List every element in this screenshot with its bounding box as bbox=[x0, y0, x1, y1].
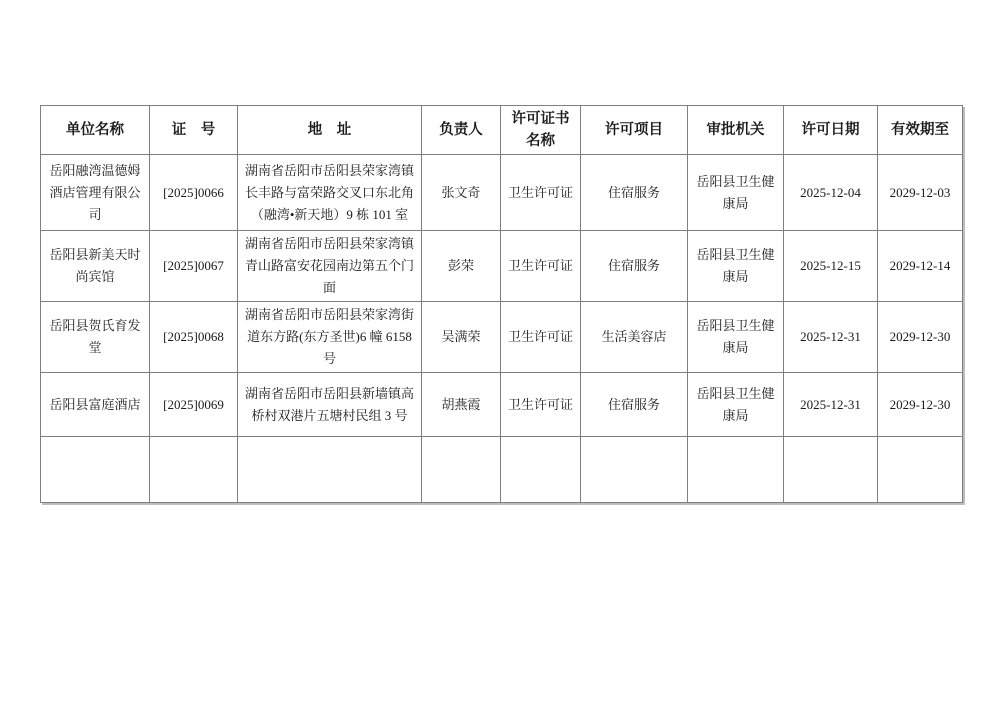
cell-license-name bbox=[501, 437, 581, 503]
cell-cert-number: [2025]0066 bbox=[150, 155, 238, 231]
cell-project: 生活美容店 bbox=[581, 302, 688, 373]
cell-license-name: 卫生许可证 bbox=[501, 155, 581, 231]
col-header-unit-name: 单位名称 bbox=[41, 106, 150, 155]
cell-license-date: 2025-12-04 bbox=[784, 155, 878, 231]
table-header-row bbox=[41, 106, 963, 155]
col-header-agency: 审批机关 bbox=[688, 106, 784, 155]
table-row bbox=[41, 231, 963, 302]
cell-unit-name: 岳阳县贺氏育发堂 bbox=[41, 302, 150, 373]
col-header-project: 许可项目 bbox=[581, 106, 688, 155]
cell-address bbox=[238, 437, 422, 503]
cell-license-name: 卫生许可证 bbox=[501, 231, 581, 302]
col-header-cert-number: 证 号 bbox=[150, 106, 238, 155]
cell-license-date: 2025-12-31 bbox=[784, 302, 878, 373]
cell-person: 张文奇 bbox=[422, 155, 501, 231]
cell-address: 湖南省岳阳市岳阳县新墙镇高桥村双港片五塘村民组 3 号 bbox=[238, 373, 422, 437]
cell-cert-number: [2025]0067 bbox=[150, 231, 238, 302]
cell-license-date bbox=[784, 437, 878, 503]
cell-valid-until: 2029-12-03 bbox=[878, 155, 963, 231]
cell-address: 湖南省岳阳市岳阳县荣家湾镇长丰路与富荣路交叉口东北角（融湾•新天地）9 栋 101 室 bbox=[238, 155, 422, 231]
col-header-valid-until: 有效期至 bbox=[878, 106, 963, 155]
col-header-license-date: 许可日期 bbox=[784, 106, 878, 155]
cell-project: 住宿服务 bbox=[581, 231, 688, 302]
col-header-person: 负责人 bbox=[422, 106, 501, 155]
cell-address: 湖南省岳阳市岳阳县荣家湾街道东方路(东方圣世)6 幢 6158 号 bbox=[238, 302, 422, 373]
cell-cert-number: [2025]0069 bbox=[150, 373, 238, 437]
cell-agency: 岳阳县卫生健康局 bbox=[688, 155, 784, 231]
cell-person: 彭荣 bbox=[422, 231, 501, 302]
cell-valid-until bbox=[878, 437, 963, 503]
cell-agency: 岳阳县卫生健康局 bbox=[688, 302, 784, 373]
cell-person: 胡燕霞 bbox=[422, 373, 501, 437]
cell-license-name: 卫生许可证 bbox=[501, 373, 581, 437]
cell-person bbox=[422, 437, 501, 503]
cell-agency: 岳阳县卫生健康局 bbox=[688, 231, 784, 302]
cell-project: 住宿服务 bbox=[581, 155, 688, 231]
cell-unit-name: 岳阳融湾温德姆酒店管理有限公司 bbox=[41, 155, 150, 231]
cell-valid-until: 2029-12-30 bbox=[878, 302, 963, 373]
cell-agency bbox=[688, 437, 784, 503]
cell-unit-name: 岳阳县富庭酒店 bbox=[41, 373, 150, 437]
cell-agency: 岳阳县卫生健康局 bbox=[688, 373, 784, 437]
cell-unit-name: 岳阳县新美天时尚宾馆 bbox=[41, 231, 150, 302]
cell-license-date: 2025-12-15 bbox=[784, 231, 878, 302]
cell-address: 湖南省岳阳市岳阳县荣家湾镇青山路富安花园南边第五个门面 bbox=[238, 231, 422, 302]
col-header-address: 地 址 bbox=[238, 106, 422, 155]
cell-license-date: 2025-12-31 bbox=[784, 373, 878, 437]
cell-unit-name bbox=[41, 437, 150, 503]
table-row-empty bbox=[41, 437, 963, 503]
cell-project bbox=[581, 437, 688, 503]
license-table bbox=[40, 105, 963, 503]
cell-person: 吴满荣 bbox=[422, 302, 501, 373]
table-row bbox=[41, 373, 963, 437]
table-row bbox=[41, 155, 963, 231]
cell-cert-number bbox=[150, 437, 238, 503]
cell-license-name: 卫生许可证 bbox=[501, 302, 581, 373]
table-row bbox=[41, 302, 963, 373]
cell-valid-until: 2029-12-30 bbox=[878, 373, 963, 437]
col-header-license-name: 许可证书名称 bbox=[501, 106, 581, 155]
cell-project: 住宿服务 bbox=[581, 373, 688, 437]
cell-valid-until: 2029-12-14 bbox=[878, 231, 963, 302]
cell-cert-number: [2025]0068 bbox=[150, 302, 238, 373]
